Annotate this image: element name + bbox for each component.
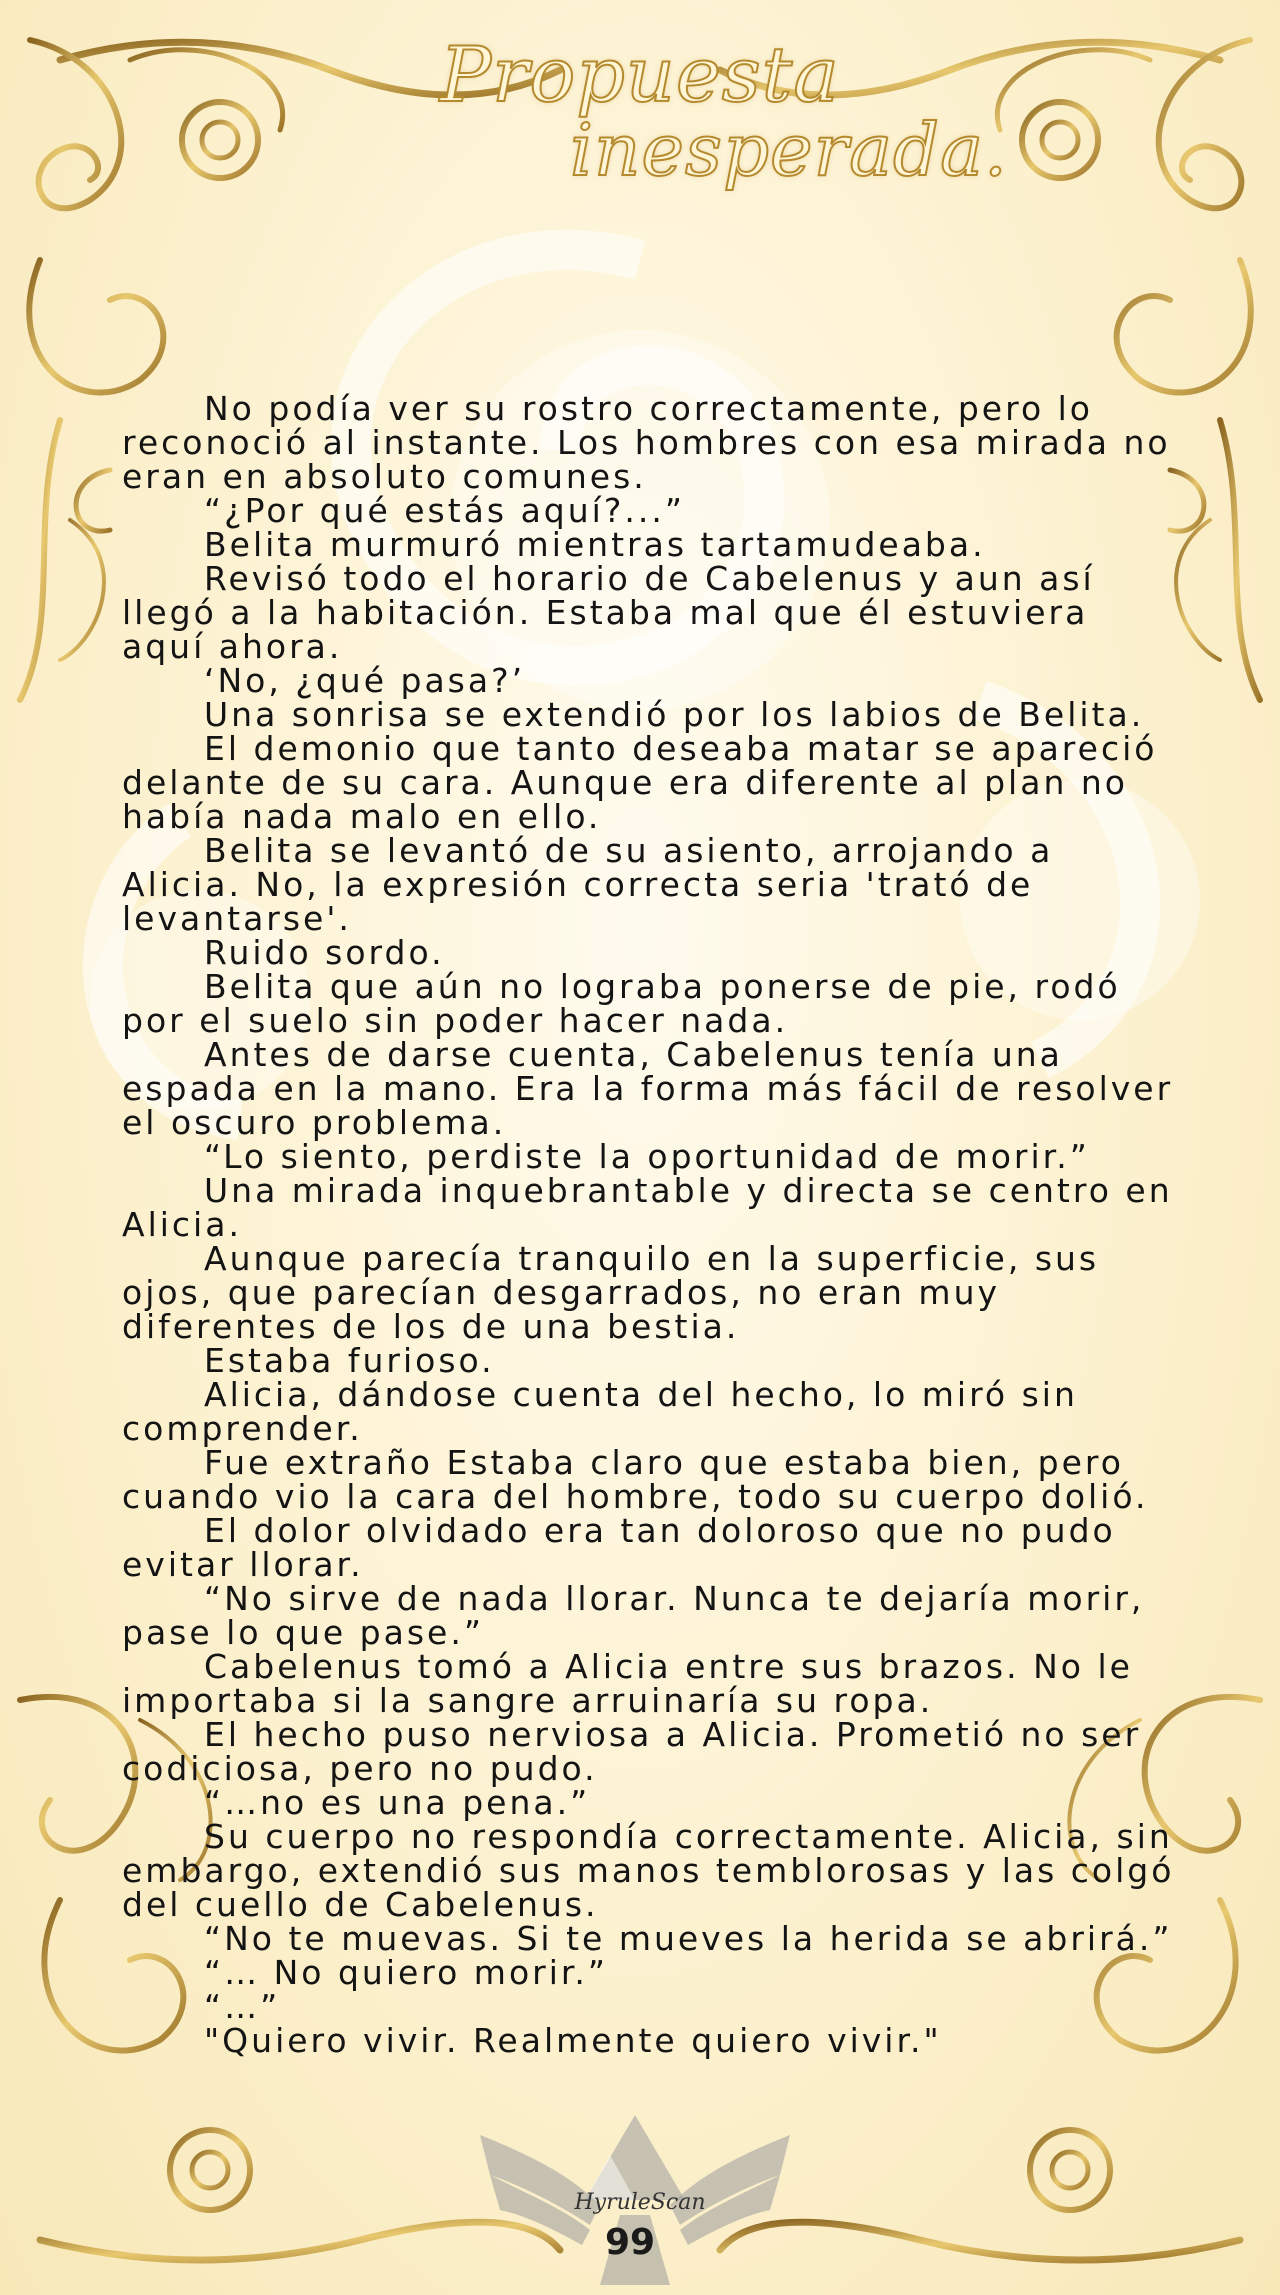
story-text xyxy=(122,389,1182,2060)
paragraph: Antes de darse cuenta, Cabelenus tenía una espada en la mano. Era la forma más fácil de resolver el oscuro problema. xyxy=(122,1035,1174,1142)
scan-group-signature: HyruleScan xyxy=(574,2190,706,2215)
paragraph: “¿Por qué estás aquí?...” xyxy=(204,491,685,530)
paragraph: Una sonrisa se extendió por los labios de Belita. xyxy=(204,695,1145,734)
paragraph: “No sirve de nada llorar. Nunca te dejaría morir, pase lo que pase.” xyxy=(122,1579,1145,1652)
paragraph: Alicia, dándose cuenta del hecho, lo miró sin comprender. xyxy=(122,1375,1078,1448)
paragraph: El dolor olvidado era tan doloroso que no pudo evitar llorar. xyxy=(122,1511,1116,1584)
paragraph: Belita que aún no lograba ponerse de pie, rodó por el suelo sin poder hacer nada. xyxy=(122,967,1121,1040)
paragraph: “…no es una pena.” xyxy=(204,1783,591,1822)
paragraph: Belita se levantó de su asiento, arrojando a Alicia. No, la expresión correcta seria 'trató de levantarse'. xyxy=(122,831,1054,938)
title-line-2: inesperada. xyxy=(570,108,1008,192)
paragraph: Su cuerpo no respondía correctamente. Alicia, sin embargo, extendió sus manos temblorosas y las colgó del cuello de Cabelenus. xyxy=(122,1817,1175,1924)
paragraph: No podía ver su rostro correctamente, pero lo reconoció al instante. Los hombres con esa mirada no eran en absoluto comunes. xyxy=(122,389,1171,496)
page-number: 99 xyxy=(604,2222,656,2263)
paragraph: El demonio que tanto deseaba matar se apareció delante de su cara. Aunque era diferente al plan no había nada malo en ello. xyxy=(122,729,1158,836)
paragraph: Una mirada inquebrantable y directa se centro en Alicia. xyxy=(122,1171,1173,1244)
paragraph: Estaba furioso. xyxy=(204,1341,495,1380)
paragraph: Cabelenus tomó a Alicia entre sus brazos. No le importaba si la sangre arruinaría su ropa. xyxy=(122,1647,1133,1720)
paragraph: Fue extraño Estaba claro que estaba bien, pero cuando vio la cara del hombre, todo su cuerpo dolió. xyxy=(122,1443,1149,1516)
paragraph: Belita murmuró mientras tartamudeaba. xyxy=(204,525,986,564)
paragraph: “No te muevas. Si te mueves la herida se abrirá.” xyxy=(204,1919,1173,1958)
paragraph: Ruido sordo. xyxy=(204,933,445,972)
paragraph: “…” xyxy=(204,1987,281,2026)
chapter-title xyxy=(400,30,1008,200)
title-line-1: Propuesta xyxy=(440,30,840,119)
paragraph: “… No quiero morir.” xyxy=(204,1953,609,1992)
paragraph: ‘No, ¿qué pasa?’ xyxy=(204,661,526,700)
paragraph: Aunque parecía tranquilo en la superficie, sus ojos, que parecían desgarrados, no eran muy diferentes de los de una bestia. xyxy=(122,1239,1100,1346)
paragraph: “Lo siento, perdiste la oportunidad de morir.” xyxy=(204,1137,1090,1176)
paragraph: Revisó todo el horario de Cabelenus y aun así llegó a la habitación. Estaba mal que él estuviera aquí ahora. xyxy=(122,559,1095,666)
paragraph: El hecho puso nerviosa a Alicia. Prometió no ser codiciosa, pero no pudo. xyxy=(122,1715,1142,1788)
paragraph: "Quiero vivir. Realmente quiero vivir." xyxy=(204,2021,942,2060)
